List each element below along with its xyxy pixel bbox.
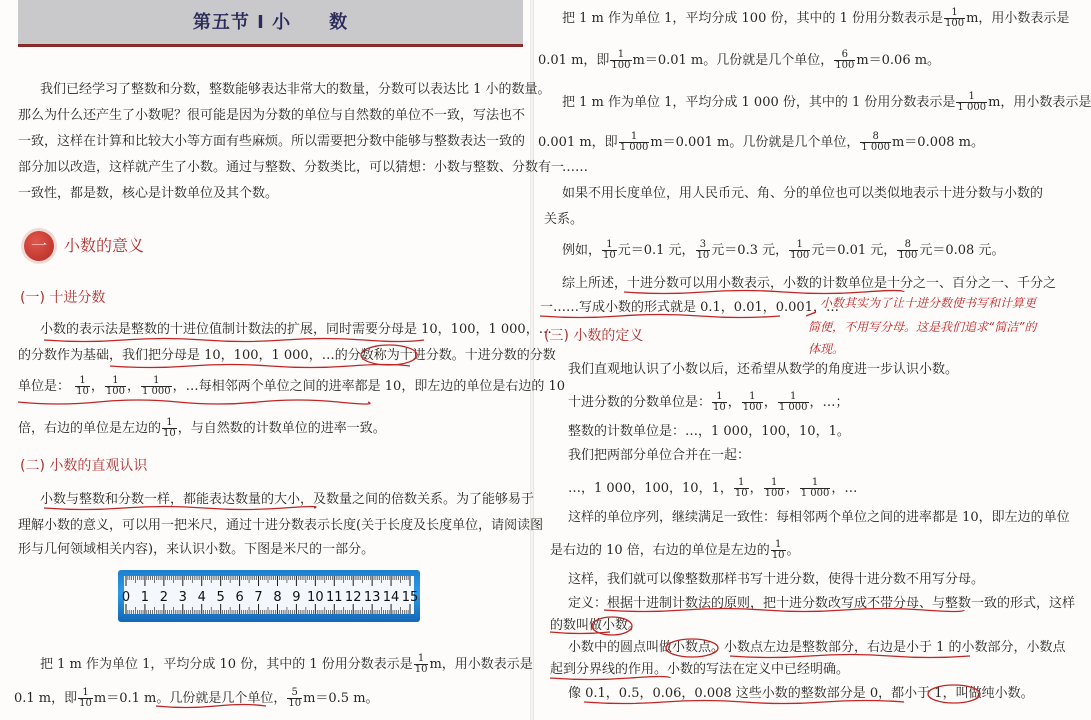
- ruler-number: 6: [235, 590, 244, 605]
- body-text: m＝0.1 m。几份就是几个单位，: [93, 691, 287, 706]
- subsection-title: (一) 十进分数: [20, 290, 106, 306]
- fraction: $\frac{1}{1 000}$: [800, 477, 830, 499]
- body-line: 小数中的圆点叫做小数点。小数点左边是整数部分，右边是小于 1 的小数部分，小数点: [568, 640, 1066, 655]
- fraction: $\frac{5}{10}$: [288, 687, 302, 709]
- body-text: ，…每相邻两个单位之间的进率都是 10，即左边的单位是右边的 10: [172, 379, 566, 394]
- body-text: 元＝0.1 元，: [617, 243, 695, 258]
- fraction: $\frac{1}{100}$: [790, 239, 810, 261]
- ruler-number: 2: [159, 590, 169, 605]
- fraction: $\frac{1}{10}$: [734, 477, 748, 499]
- body-text: m，用小数表示是: [429, 657, 533, 672]
- ink-underline: [18, 400, 370, 404]
- section-title: 小数的意义: [64, 236, 145, 255]
- fraction: $\frac{1}{100}$: [611, 49, 631, 71]
- ruler-number: 5: [216, 590, 225, 605]
- fraction: $\frac{1}{100}$: [105, 375, 125, 397]
- body-text: 。: [786, 543, 800, 558]
- body-line: 我们直观地认识了小数以后，还希望从数学的角度进一步认识小数。: [568, 362, 959, 377]
- body-text: ，…: [831, 481, 858, 496]
- body-text: 十进分数的分数单位是：: [568, 395, 712, 410]
- body-line: …，1 000，100，10，1， $\frac{1}{10}$ ， $\frac{1}{100}$ ， $\frac{1}{1 000}$ ，…: [568, 477, 858, 499]
- fraction: $\frac{1}{10}$: [76, 375, 89, 397]
- body-text: 0.1 m，即: [14, 691, 78, 706]
- body-line: 起到分界线的作用。小数的写法在定义中已经明确。: [550, 662, 850, 677]
- fraction: $\frac{1}{10}$: [163, 417, 176, 439]
- body-text: 把 1 m 作为单位 1，平均分成 1 000 份，其中的 1 份用分数表示是: [562, 95, 956, 110]
- handwritten-note-line: 体现。: [808, 342, 845, 356]
- ruler-number: 0: [121, 590, 131, 605]
- body-text: 0.001 m，即: [538, 135, 618, 150]
- body-line: 单位是： $\frac{1}{10}$ ， $\frac{1}{100}$ ， $\frac{1}{1 000}$ ，…每相邻两个单位之间的进率都是 10，即左边的单位是右边的 10: [18, 375, 566, 397]
- body-line: [40, 654, 533, 675]
- fraction: $\frac{1}{100}$: [945, 7, 965, 29]
- body-line: 综上所述，十进分数可以用小数表示，小数的计数单位是十分之一、百分之一、千分之: [562, 276, 1057, 291]
- body-text: m＝0.001 m。几份就是几个单位，: [650, 135, 860, 150]
- body-text: 是右边的 10 倍，右边的单位是左边的: [550, 543, 770, 558]
- body-line: [550, 540, 800, 561]
- body-line: 十进分数的分数单位是： $\frac{1}{10}$ ， $\frac{1}{100}$ ， $\frac{1}{1 000}$ ，…；: [568, 391, 849, 413]
- body-line: 这样，我们就可以像整数那样书写十进分数，使得十进分数不用写分母。: [568, 572, 985, 587]
- body-line: 像 0.1，0.5，0.06，0.008 这些小数的整数部分是 0，都小于 1，叫做纯小数。: [568, 686, 1034, 701]
- body-text: 元＝0.08 元。: [919, 243, 1005, 258]
- section-number-badge: 一: [24, 231, 54, 261]
- body-line: [14, 688, 379, 709]
- intro-line: 一致，这样在计算和比较大小等方面有些麻烦。所以需要把分数中能够与整数表达一致的: [18, 134, 526, 149]
- handwritten-note-line: 小数其实为了让十进分数使书写和计算更: [820, 296, 1037, 310]
- body-line: [538, 132, 984, 153]
- intro-line: 那么为什么还产生了小数呢？很可能是因为分数的单位与自然数的单位不一致，写法也不: [18, 108, 526, 123]
- ruler-number: 10: [307, 590, 324, 605]
- body-line: 关系。: [544, 212, 584, 227]
- body-line: 形与几何领域相关内容)，来认识小数。下图是米尺的一部分。: [18, 542, 375, 557]
- handwritten-note-line: 简便，不用写分母。这是我们追求“简洁”的: [808, 320, 1037, 334]
- subsection-title: (二) 小数的直观认识: [20, 458, 148, 474]
- ruler-number: 9: [292, 590, 301, 605]
- fraction: $\frac{1}{10}$: [414, 653, 428, 675]
- body-line: 的分数作为基础，我们把分母是 10，100，1 000，…的分数称为十进分数。十进分数的分数: [18, 348, 556, 363]
- definition-line: 定义：根据十进制计数法的原则，把十进分数改写成不带分母、与整数一致的形式，这样: [568, 596, 1076, 611]
- ruler-number: 7: [254, 590, 263, 605]
- body-line: 这样的单位序列，继续满足一致性：每相邻两个单位之间的进率都是 10，即左边的单位: [568, 510, 1070, 525]
- ruler-number: 11: [325, 590, 343, 605]
- body-line: 小数与整数和分数一样，都能表达数量的大小，及数量之间的倍数关系。为了能够易于: [40, 492, 535, 507]
- intro-line: 我们已经学习了整数和分数，整数能够表达非常大的数量，分数可以表达比 1 小的数量。: [40, 82, 551, 97]
- body-text: m＝0.008 m。: [891, 135, 984, 150]
- body-text: ，与自然数的计数单位的进率一致。: [177, 421, 386, 436]
- fraction: $\frac{1}{1 000}$: [142, 375, 171, 397]
- body-text: 元＝0.01 元，: [811, 243, 897, 258]
- body-text: ，…；: [809, 395, 849, 410]
- fraction: $\frac{1}{10}$: [713, 391, 726, 413]
- body-line: [562, 92, 1091, 113]
- fraction: $\frac{1}{100}$: [742, 391, 762, 413]
- ruler-number: 12: [344, 590, 362, 605]
- fraction: $\frac{8}{1 000}$: [861, 131, 890, 153]
- ruler-number: 14: [382, 590, 400, 605]
- chapter-header-band: [18, 0, 523, 44]
- fraction: $\frac{8}{100}$: [898, 239, 918, 261]
- body-text: m，用小数表示是: [966, 11, 1070, 26]
- fraction: $\frac{1}{10}$: [603, 239, 616, 261]
- ruler-ticks: [118, 570, 420, 622]
- meter-ruler-image: [118, 570, 420, 622]
- body-line: 小数的表示法是整数的十进位值制计数法的扩展，同时需要分母是 10，100，1 000，…: [40, 322, 552, 337]
- fraction: $\frac{3}{10}$: [696, 239, 710, 261]
- intro-line: 部分加以改造，这样就产生了小数。通过与整数、分数类比，可以猜想：小数与整数、分数有一: [18, 160, 565, 175]
- body-text: 单位是：: [18, 379, 71, 394]
- body-text: 元＝0.3 元，: [711, 243, 789, 258]
- body-text: 倍，右边的单位是左边的: [18, 421, 162, 436]
- body-line: 如果不用长度单位，用人民币元、角、分的单位也可以类似地表示十进分数与小数的: [562, 186, 1044, 201]
- body-line: 整数的计数单位是：…，1 000，100，10，1。: [568, 424, 850, 439]
- body-text: 把 1 m 作为单位 1，平均分成 10 份，其中的 1 份用分数表示是: [40, 657, 413, 672]
- body-line: 一……写成小数的形式就是 0.1，0.01，0.001，…: [540, 300, 839, 315]
- body-text: 把 1 m 作为单位 1，平均分成 100 份，其中的 1 份用分数表示是: [562, 11, 944, 26]
- ellipsis: ……: [562, 160, 588, 175]
- ruler-number: 4: [197, 590, 206, 605]
- body-text: m＝0.06 m。: [856, 53, 941, 68]
- chapter-title: 第五节 Ⅰ 小 数: [192, 12, 349, 33]
- definition-line: 的数叫做小数。: [550, 618, 642, 633]
- body-line: 理解小数的意义，可以用一把米尺，通过十进分数表示长度(关于长度及长度单位，请阅读图: [18, 518, 544, 533]
- ruler-number: 8: [273, 590, 282, 605]
- ruler-number: 13: [363, 590, 381, 605]
- body-line: 我们把两部分单位合并在一起：: [568, 448, 751, 463]
- fraction: $\frac{1}{1 000}$: [778, 391, 808, 413]
- body-text: m，用小数表示是: [988, 95, 1091, 110]
- right-page: [534, 0, 1091, 720]
- ruler-number: 15: [401, 590, 419, 605]
- chapter-header-rule: [18, 44, 523, 47]
- body-line: [562, 240, 1004, 261]
- ruler-number: 1: [140, 590, 150, 605]
- subsection-title: (三) 小数的定义: [544, 328, 644, 344]
- fraction: $\frac{1}{10}$: [771, 539, 785, 561]
- body-text: m＝0.01 m。几份就是几个单位，: [632, 53, 834, 68]
- fraction: $\frac{6}{100}$: [835, 49, 855, 71]
- fraction: $\frac{1}{100}$: [764, 477, 784, 499]
- fraction: $\frac{1}{1 000}$: [957, 91, 987, 113]
- fraction: $\frac{1}{10}$: [79, 687, 92, 709]
- body-line: [538, 50, 940, 71]
- ruler-number: 3: [178, 590, 187, 605]
- body-text: m＝0.5 m。: [303, 691, 379, 706]
- body-text: 0.01 m，即: [538, 53, 610, 68]
- fraction: $\frac{1}{1 000}$: [619, 131, 649, 153]
- body-line: [562, 8, 1069, 29]
- intro-line: 一致性，都是数，核心是计数单位及其个数。: [18, 186, 279, 201]
- body-line: [18, 418, 386, 439]
- body-text: …，1 000，100，10，1，: [568, 481, 733, 496]
- body-text: 例如，: [562, 243, 602, 258]
